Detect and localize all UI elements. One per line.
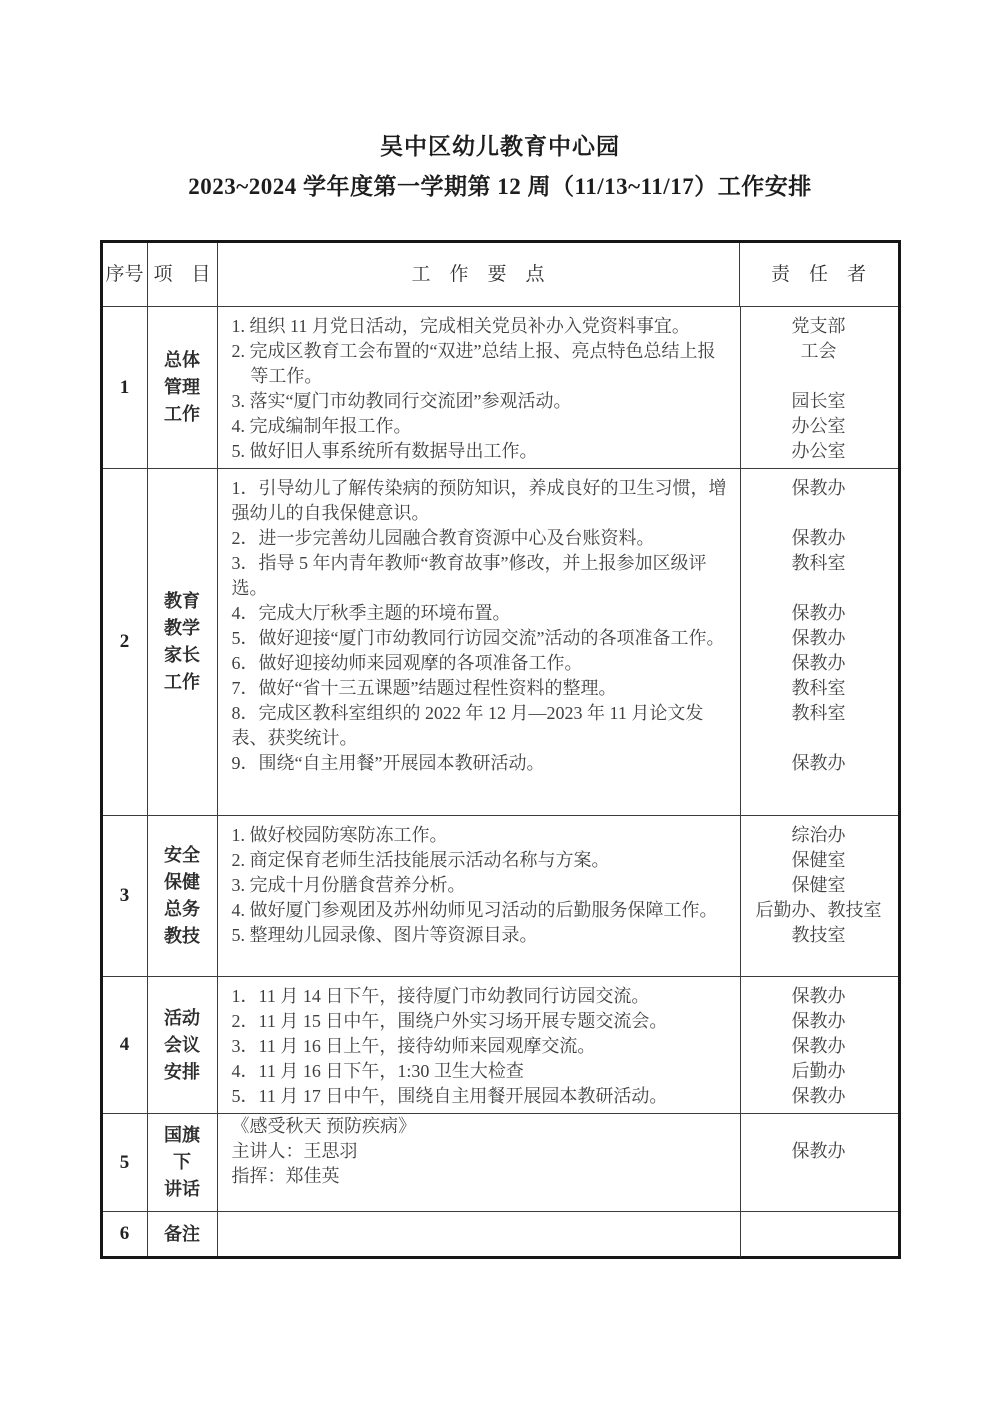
project-label-line: 管理 (164, 377, 200, 397)
project-label-line: 会议 (164, 1034, 200, 1055)
responsible-label: 保教办 (791, 478, 846, 498)
project-label-line: 工作 (164, 404, 200, 424)
column-divider (740, 306, 741, 469)
project-label-line: 保健 (164, 872, 200, 892)
work-item-text: 指挥：郑佳英 (231, 1166, 340, 1186)
seq-cell: 5 (101, 1114, 147, 1212)
table-body (101, 307, 899, 1258)
work-item-text: 4. 完成编制年报工作。 (231, 416, 412, 436)
responsible-label: 保健室 (791, 875, 846, 895)
work-items (218, 1114, 898, 1189)
responsible-label: 教科室 (791, 678, 846, 698)
responsible-label: 保教办 (791, 1086, 846, 1106)
table-row (101, 307, 899, 469)
work-item-text: 2. 完成区教育工会布置的“双进”总结上报、亮点特色总结上报等工作。 (231, 341, 716, 386)
seq-cell: 4 (101, 977, 147, 1114)
responsible-label: 保教办 (791, 603, 846, 623)
seq-cell: 3 (101, 816, 147, 977)
work-items (218, 469, 898, 780)
work-item-row (218, 984, 898, 1009)
work-item-row (218, 526, 898, 551)
responsible-label: 保教办 (791, 986, 846, 1006)
work-item-text: 3．指导 5 年内青年教师“教育故事”修改，并上报参加区级评选。 (231, 553, 707, 598)
work-item-text: 《感受秋天 预防疾病》 (231, 1116, 416, 1136)
work-items (218, 307, 898, 468)
work-item-text: 3. 落实“厦门市幼教同行交流团”参观活动。 (231, 391, 572, 411)
responsible-label: 后勤办 (791, 1061, 846, 1081)
work-item-text: 5. 做好旧人事系统所有数据导出工作。 (231, 441, 538, 461)
work-item-row (218, 439, 898, 464)
responsible-label: 保教办 (791, 1141, 846, 1161)
work-item-row (218, 551, 898, 601)
responsible-label: 保教办 (791, 528, 846, 548)
work-item-text: 1．引导幼儿了解传染病的预防知识，养成良好的卫生习惯，增强幼儿的自我保健意识。 (231, 478, 727, 523)
project-cell (147, 977, 217, 1114)
project-label-line: 教技 (164, 926, 200, 946)
project-label-line: 教育 (164, 591, 200, 611)
work-points-cell (217, 816, 899, 977)
work-item-row (218, 898, 898, 923)
work-item-row (218, 1034, 898, 1059)
work-item-row (218, 414, 898, 439)
responsible-label: 保教办 (791, 753, 846, 773)
work-item-row (218, 626, 898, 651)
work-item-text: 1．11 月 14 日下午，接待厦门市幼教同行访园交流。 (231, 986, 650, 1006)
responsible-label: 保教办 (791, 628, 846, 648)
document-subtitle: 2023~2024 学年度第一学期第 12 周（11/13~11/17）工作安排 (188, 174, 812, 199)
work-item-row (218, 923, 898, 948)
project-label-line: 活动 (164, 1007, 200, 1028)
responsible-label: 党支部 (791, 316, 846, 336)
work-item-text: 9．围绕“自主用餐”开展园本教研活动。 (231, 753, 545, 773)
work-items (218, 977, 898, 1113)
project-cell (147, 469, 217, 816)
work-item-text: 4. 做好厦门参观团及苏州幼师见习活动的后勤服务保障工作。 (231, 900, 718, 920)
responsible-label: 办公室 (791, 416, 846, 436)
table-row (101, 816, 899, 977)
project-cell (147, 816, 217, 977)
work-item-text: 4．11 月 16 日下午，1:30 卫生大检查 (231, 1061, 524, 1081)
work-item-text: 1. 做好校园防寒防冻工作。 (231, 825, 448, 845)
work-item-text: 5. 整理幼儿园录像、图片等资源目录。 (231, 925, 538, 945)
work-points-cell (217, 1114, 899, 1212)
header-work-points: 工 作 要 点 (217, 242, 739, 307)
work-item-text: 5．11 月 17 日中午，围绕自主用餐开展园本教研活动。 (231, 1086, 668, 1106)
header-seq: 序号 (101, 242, 147, 307)
work-item-row (218, 751, 898, 776)
work-item-text: 4．完成大厅秋季主题的环境布置。 (231, 603, 511, 623)
project-label-line: 工作 (164, 672, 200, 692)
work-item-row (218, 701, 898, 751)
work-item-row (218, 1059, 898, 1084)
header-project: 项 目 (147, 242, 217, 307)
seq-cell: 1 (101, 307, 147, 469)
table-header-row (101, 242, 899, 307)
table-row (101, 977, 899, 1114)
project-label-line: 家长 (164, 645, 200, 665)
work-item-text: 2．进一步完善幼儿园融合教育资源中心及台账资料。 (231, 528, 655, 548)
work-item-row (218, 848, 898, 873)
work-points-cell (217, 469, 899, 816)
work-item-row (218, 1139, 898, 1164)
table-row (101, 1114, 899, 1212)
responsible-label: 园长室 (791, 391, 846, 411)
column-divider (740, 468, 741, 816)
work-item-text: 3．11 月 16 日上午，接待幼师来园观摩交流。 (231, 1036, 596, 1056)
work-item-text: 主讲人：王思羽 (231, 1141, 358, 1161)
work-item-row (218, 314, 898, 339)
work-item-row (218, 476, 898, 526)
responsible-label: 工会 (800, 341, 837, 361)
document-title: 吴中区幼儿教育中心园 (380, 134, 620, 159)
responsible-label: 保教办 (791, 1011, 846, 1031)
work-item-text: 7．做好“省十三五课题”结题过程性资料的整理。 (231, 678, 617, 698)
work-points-cell (217, 977, 899, 1114)
work-item-text: 8．完成区教科室组织的 2022 年 12 月—2023 年 11 月论文发表、获奖统计。 (231, 703, 704, 748)
header-responsible: 责 任 者 (739, 242, 899, 307)
project-label-line: 教学 (164, 618, 200, 638)
project-label-line: 讲话 (164, 1179, 200, 1199)
project-label-line: 备注 (164, 1223, 200, 1244)
work-item-text: 3. 完成十月份膳食营养分析。 (231, 875, 466, 895)
work-item-row (218, 651, 898, 676)
responsible-label: 教技室 (791, 925, 846, 945)
project-label-line: 安排 (164, 1061, 200, 1082)
work-item-text: 6．做好迎接幼师来园观摩的各项准备工作。 (231, 653, 583, 673)
work-item-row (218, 601, 898, 626)
seq-cell: 2 (101, 469, 147, 816)
responsible-label: 保健室 (791, 850, 846, 870)
work-schedule-table (100, 240, 901, 1259)
table-row (101, 1212, 899, 1258)
work-item-row (218, 873, 898, 898)
work-item-row (218, 1084, 898, 1109)
work-item-row (218, 676, 898, 701)
work-item-row (218, 1164, 898, 1189)
work-item-text: 2. 商定保育老师生活技能展示活动名称与方案。 (231, 850, 610, 870)
responsible-label: 综治办 (791, 825, 846, 845)
responsible-label: 教科室 (791, 553, 846, 573)
project-cell (147, 1212, 217, 1258)
responsible-label: 保教办 (791, 1036, 846, 1056)
work-points-cell (217, 307, 899, 469)
project-cell (147, 307, 217, 469)
column-divider (740, 1211, 741, 1257)
work-item-row (218, 1114, 898, 1139)
work-item-row (218, 339, 898, 389)
project-label-line: 总务 (164, 899, 200, 919)
project-label-line: 安全 (164, 845, 200, 865)
column-divider (740, 976, 741, 1114)
responsible-label: 保教办 (791, 653, 846, 673)
work-points-cell (217, 1212, 899, 1258)
work-items (218, 816, 898, 952)
work-item-text: 5．做好迎接“厦门市幼教同行访园交流”活动的各项准备工作。 (231, 628, 725, 648)
work-item-text: 2．11 月 15 日中午，围绕户外实习场开展专题交流会。 (231, 1011, 668, 1031)
responsible-label: 办公室 (791, 441, 846, 461)
responsible-label: 教科室 (791, 703, 846, 723)
work-item-row (218, 823, 898, 848)
column-divider (740, 1113, 741, 1212)
responsible-label: 后勤办、教技室 (755, 900, 882, 920)
work-item-text: 1. 组织 11 月党日活动，完成相关党员补办入党资料事宜。 (231, 316, 690, 336)
project-cell (147, 1114, 217, 1212)
work-item-row (218, 1009, 898, 1034)
work-item-row (218, 389, 898, 414)
project-label-line: 国旗 (164, 1125, 200, 1145)
table-row (101, 469, 899, 816)
project-label-line: 总体 (164, 350, 200, 370)
work-items (218, 1212, 898, 1223)
project-label-line: 下 (173, 1152, 191, 1172)
column-divider (740, 815, 741, 977)
seq-cell: 6 (101, 1212, 147, 1258)
